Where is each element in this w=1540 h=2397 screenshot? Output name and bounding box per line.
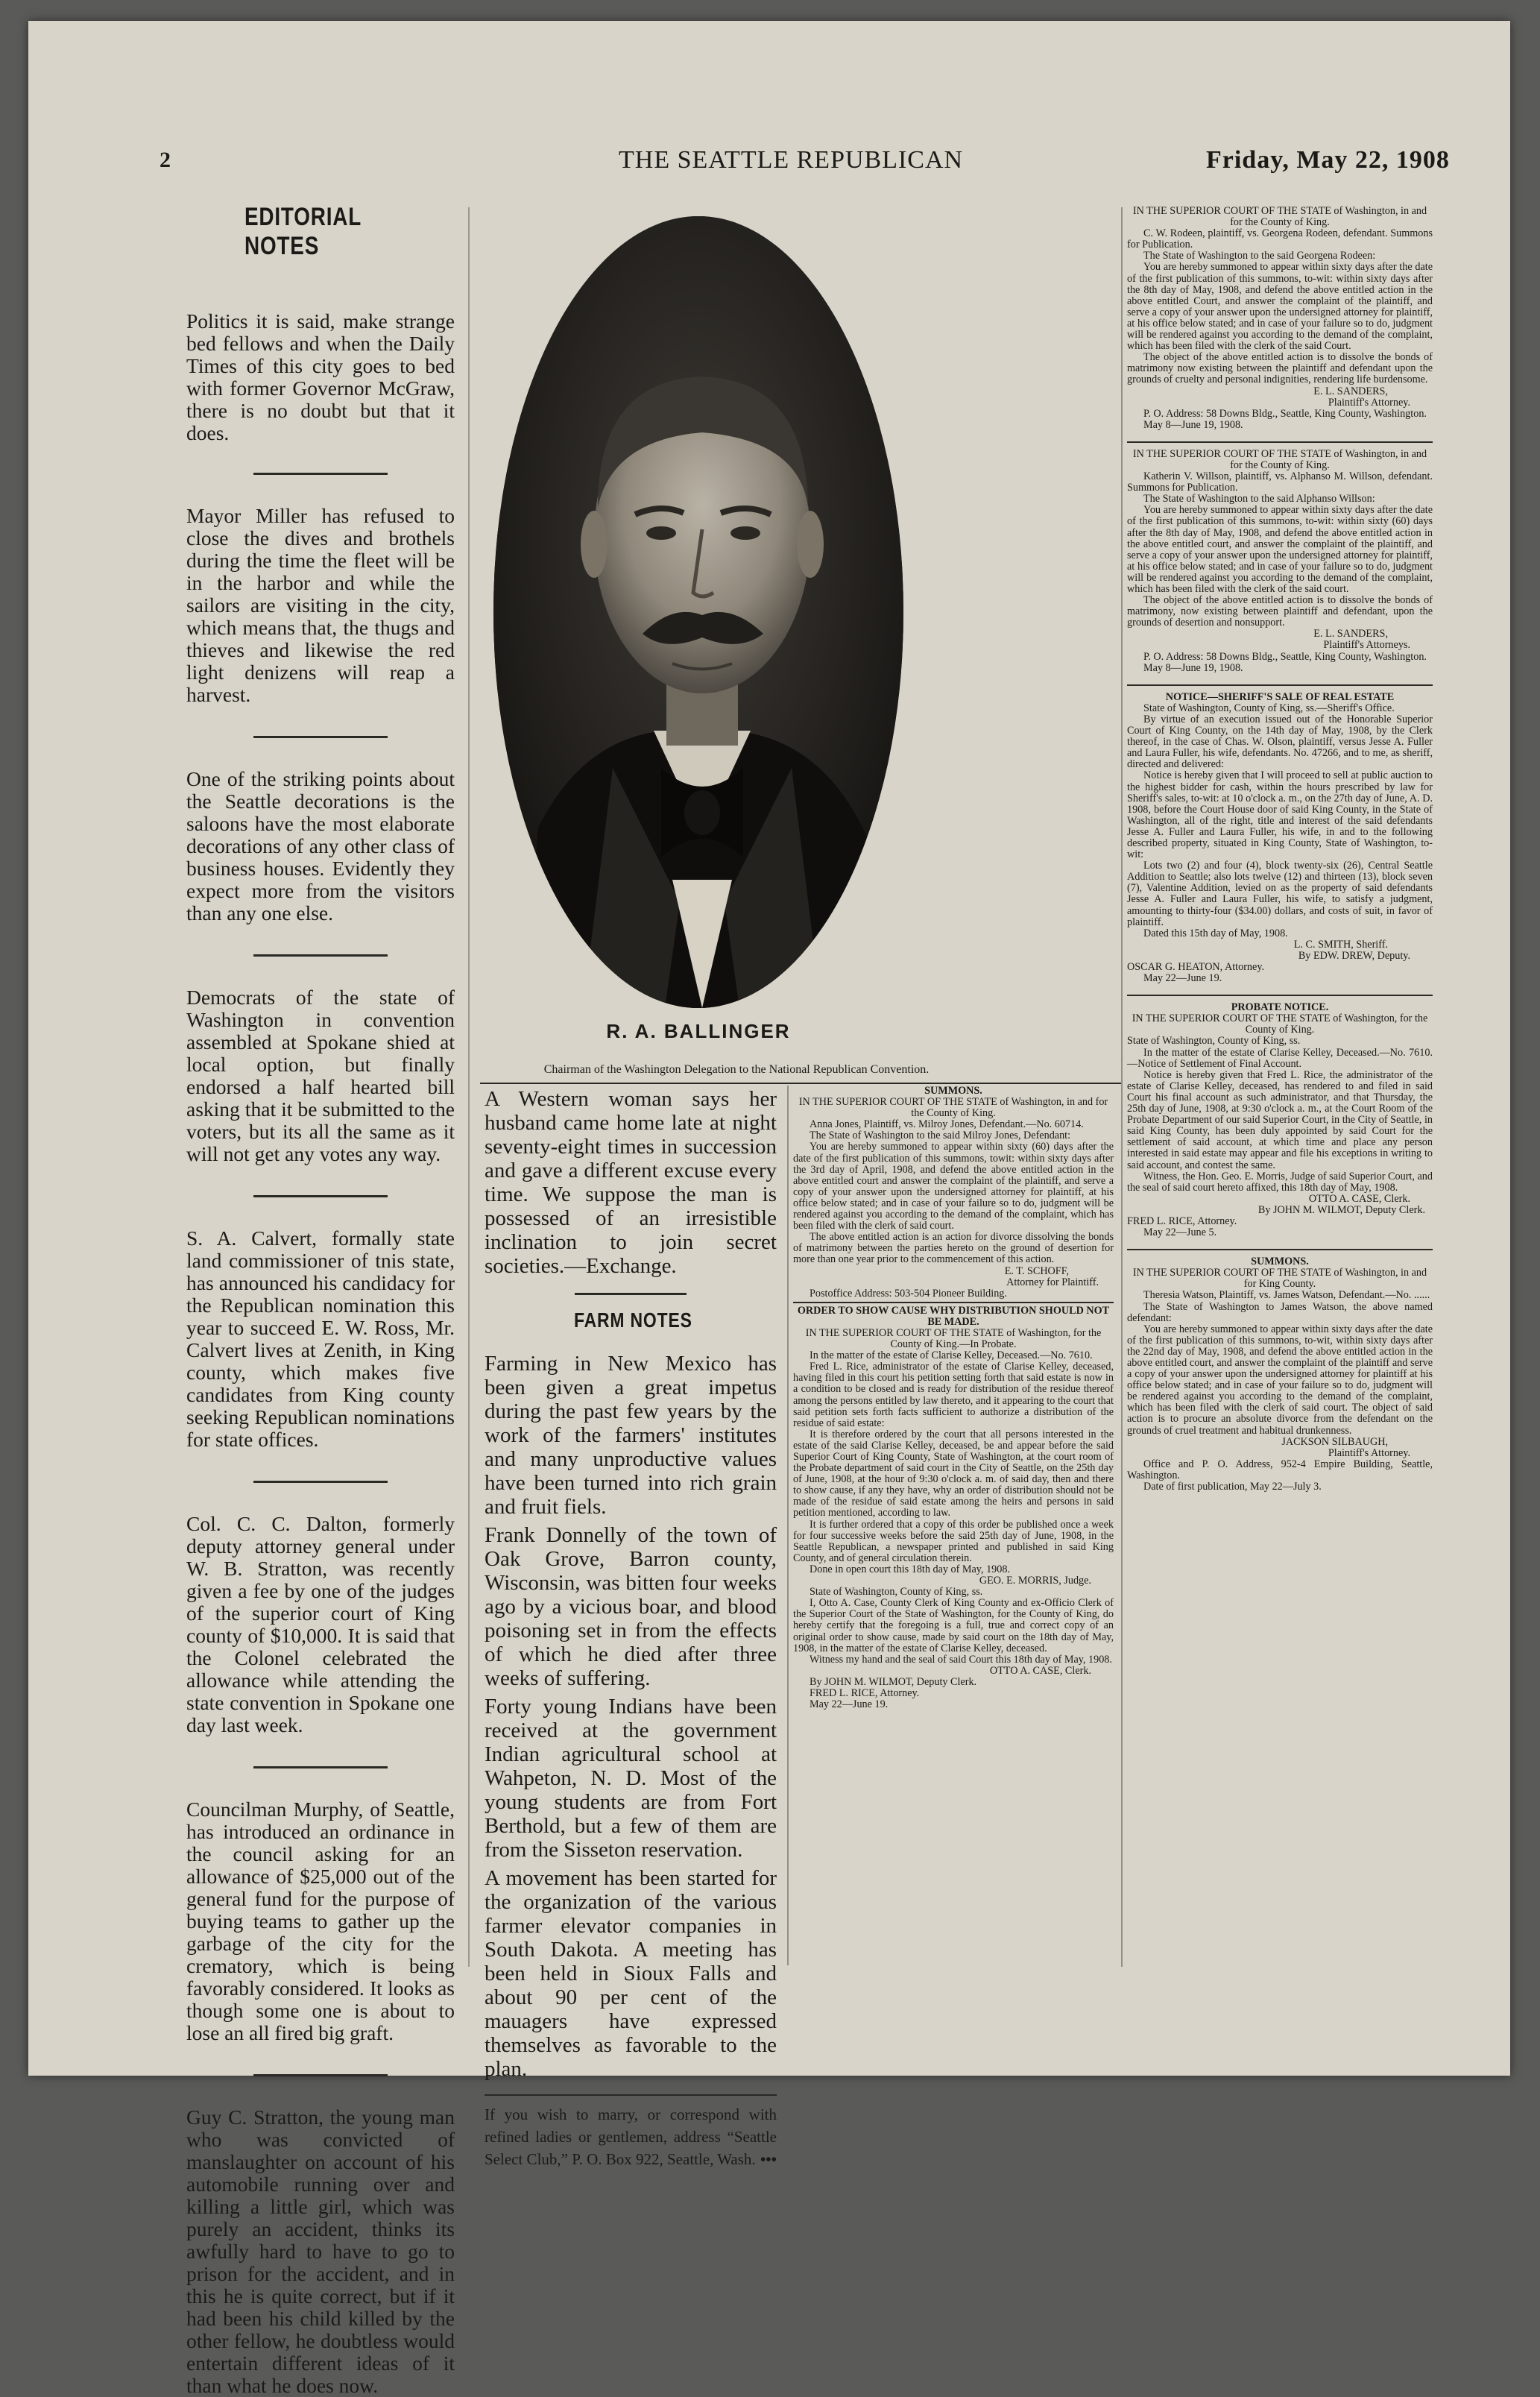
notice-dates: May 8—June 19, 1908.	[1143, 418, 1243, 431]
order-witness: Witness my hand and the seal of said Court this 18th day of May, 1908.	[810, 1653, 1112, 1666]
summons-signature: JACKSON SILBAUGH,	[1281, 1435, 1388, 1448]
notice-signature-role: Plaintiff's Attorney.	[1328, 396, 1410, 409]
portrait-figure	[493, 216, 903, 1008]
probate-matter: In the matter of the estate of Clarise Kelley, Deceased.—No. 7610.—Notice of Settlement of Final Account.	[1127, 1046, 1433, 1070]
editorial-paragraph: Politics it is said, make strange bed fellows and when the Daily Times of this city goes to bed with former Governor McGraw, there is no doubt but that it does.	[186, 309, 455, 444]
summons-body: You are hereby summoned to appear within sixty (60) days after the date of the first publication of this summons, towit: within sixty days after the 3rd day of April, 1908, and defend the above entitled action in the above entitled court and answer the complaint of the plaintiff, and serve a copy of your answer upon the undersigned attorney for plaintiff, at his office below stated; and in case of your failure so to do, judgment will be rendered against you according to the demand of the complaint, which has been filed with the clerk of said court.	[793, 1141, 1114, 1232]
order-done: Done in open court this 18th day of May, 1908.	[810, 1563, 1010, 1575]
separator	[485, 2094, 777, 2096]
portrait-name: R. A. BALLINGER	[606, 1020, 791, 1042]
caption-rule	[480, 1083, 1121, 1084]
probate-attorney: FRED L. RICE, Attorney.	[1127, 1215, 1237, 1227]
order-judge: GEO. E. MORRIS, Judge.	[979, 1575, 1091, 1587]
portrait-photo	[493, 216, 903, 1008]
probate-court: IN THE SUPERIOR COURT OF THE STATE of Washington, for the County of King.	[1132, 1012, 1428, 1036]
separator	[1127, 1249, 1433, 1250]
notice-address: P. O. Address: 58 Downs Bldg., Seattle, King County, Washington.	[1143, 407, 1427, 420]
separator	[253, 473, 388, 475]
separator	[253, 1481, 388, 1483]
notice-body: You are hereby summoned to appear within sixty days after the date of the first publication of this summons, to-wit: within sixty days after the 8th day of May, 1908, and defend the above entitled action in the above entitled Court, and answer the complaint of the plaintiff, and serve a copy of your answer upon the undersigned attorney for plaintiff, at his office below stated; and in case of your failure so to do, judgment will be rendered against you according to the demand of the complaint, which has been filed with the clerk of the said Court.	[1127, 261, 1433, 353]
order-court: IN THE SUPERIOR COURT OF THE STATE of Washington, for the County of King.—In Probate.	[805, 1326, 1102, 1351]
probate-clerk: OTTO A. CASE, Clerk.	[1308, 1192, 1410, 1205]
editorial-column	[186, 203, 455, 2397]
summons-to: The State of Washington to the said Milroy Jones, Defendant:	[810, 1130, 1071, 1142]
editorial-paragraph: Mayor Miller has refused to close the dives and brothels during the time the fleet will be in the harbor and while the sailors are visiting in the city, which means that, the thugs and thieves and likewise the red light denizens will reap a harvest.	[186, 504, 455, 706]
notice-object: The object of the above entitled action is to dissolve the bonds of matrimony, now existing between plaintiff and defendant, upon the grounds of desertion and nonsupport.	[1127, 594, 1433, 629]
separator	[253, 736, 388, 738]
sheriff-body: Notice is hereby given that I will proceed to sell at public auction to the highest bidder for cash, within the hours prescribed by law for Sheriff's sales, to-wit: at 10 o'clock a. m., on the 27th day of June, A. D. 1908, before the Court House door of said King County, in the State of Washington, all of the right, title and interest of the said defendants Jesse A. Fuller and Laura Fuller, his wife, in and to the following described property, situated in King County, State of Washington, to-wit:	[1127, 769, 1433, 861]
notice-parties: C. W. Rodeen, plaintiff, vs. Georgena Rodeen, defendant. Summons for Publication.	[1127, 227, 1433, 251]
western-woman-item: A Western woman says her husband came home late at night seventy-eight times in succession and gave a different excuse every time. We suppose the man is possessed of an irresistible inclination to join secret societies.—Exchange.	[485, 1087, 777, 1278]
farm-notes-heading: FARM NOTES	[574, 1308, 692, 1332]
order-deputy: By JOHN M. WILMOT, Deputy Clerk.	[810, 1675, 977, 1688]
club-ad-mark: •••	[760, 2150, 777, 2168]
editorial-paragraph: One of the striking points about the Seattle decorations is the saloons have the most elaborate decorations of any other class of business houses. Evidently they expect more from the visitors than any one else.	[186, 767, 455, 925]
separator	[253, 2074, 388, 2076]
sheriff-attorney: OSCAR G. HEATON, Attorney.	[1127, 961, 1265, 973]
notice-to: The State of Washington to the said Georgena Rodeen:	[1143, 250, 1376, 262]
farm-paragraph: Forty young Indians have been received at the government Indian agricultural school at Wahpeton, N. D. Most of the young students are from Fort Berthold, but a few of them are from the Sisseton reservation.	[485, 1695, 777, 1862]
editorial-paragraph: Democrats of the state of Washington in convention assembled at Spokane shied at local option, but finally endorsed a half hearted bill asking that it be submitted to the voters, but its all the same as it will not get any votes any way.	[186, 986, 455, 1165]
notice-signature: E. L. SANDERS,	[1313, 628, 1388, 640]
sheriff-dated: Dated this 15th day of May, 1908.	[1143, 927, 1288, 939]
notice-signature-role: Plaintiff's Attorneys.	[1323, 639, 1410, 652]
order-attorney: FRED L. RICE, Attorney.	[810, 1686, 920, 1699]
order-certificate: I, Otto A. Case, County Clerk of King County and ex-Officio Clerk of the Superior Court of the State of Washington, for the County of King, do hereby certify that the foregoing is a full, true and correct copy of an original order to show cause, made by said court on the 18th day of May, 1908, in the matter of the estate of Clarise Kelley, deceased.	[793, 1597, 1114, 1654]
notice-signature: E. L. SANDERS,	[1313, 385, 1388, 397]
issue-date: Friday, May 22, 1908	[1206, 146, 1450, 174]
page-number: 2	[160, 148, 171, 172]
order-matter: In the matter of the estate of Clarise Kelley, Deceased.—No. 7610.	[810, 1349, 1093, 1362]
probate-state: State of Washington, County of King, ss.	[1127, 1035, 1301, 1048]
probate-body: Notice is hereby given that Fred L. Rice, the administrator of the estate of Clarise Kelley, deceased, has rendered to and filed in said Court his final account as such administrator, and that Thursday, the 25th day of June, 1908, at 9:30 o'clock a. m., at the Court Room of the Probate Department of our said Superior Court, in the City of Seattle, in said King County, has been duly appointed by said Court for the settlement of said account, at which time and place any person interested in said estate may appear and file his exceptions in writing to said account, and contest the same.	[1127, 1068, 1433, 1171]
summons-body: You are hereby summoned to appear within sixty days after the date of the first publication of this summons, to-wit, within sixty days after the 22nd day of May, 1908, and defend the above entitled action in the above entitled court, and answer the complaint of the plaintiff and serve a copy of your answer upon the undersigned attorney for plaintiff at his office below stated; and in case of your failure so to do, judgment will be rendered against you according to the demand of the complaint, which has been filed with the clerk of said court. The object of said action is to procure an absolute divorce from the defendant on the grounds of cruel treatment and habitual drunkenness.	[1127, 1323, 1433, 1437]
notice-court: IN THE SUPERIOR COURT OF THE STATE of Washington, in and for the County of King.	[1132, 205, 1427, 229]
paper-title: THE SEATTLE REPUBLICAN	[619, 146, 964, 174]
order-dates: May 22—June 19.	[810, 1698, 889, 1711]
separator	[253, 1195, 388, 1197]
sheriff-body: Lots two (2) and four (4), block twenty-six (26), Central Seattle Addition to Seattle; also lots twelve (12) and thirteen (13), block seven (7), Valentine Addition, levied on as the property of said defendants Jesse A. Fuller and Laura Fuller, his wife, to satisfy a judgment, amounting to thirty-four ($34.00) dollars, and costs of suit, in favor of plaintiff.	[1127, 860, 1433, 928]
editorial-paragraph: S. A. Calvert, formally state land commissioner of tnis state, has announced his candidacy for the Republican nomination this year to succeed E. W. Ross, Mr. Calvert lives at Zenith, in King county, which makes five candidates from King county seeking Republican nominations for state offices.	[186, 1226, 455, 1451]
sheriff-sale-heading: NOTICE—SHERIFF'S SALE OF REAL ESTATE	[1165, 690, 1395, 703]
separator	[1127, 684, 1433, 686]
club-ad	[485, 2103, 777, 2170]
order-body: It is therefore ordered by the court that all persons interested in the estate of the said Clarise Kelley, deceased, be and appear before the said Superior Court of King County, State of Washington, at the court room of the Probate department of said court in the City of Seattle, on the 25th day of June, 1908, at the hour of 9:30 o'clock a. m. of said day, then and there to show cause, if any they have, why an order of distribution should not be made of the residue of said estate among the heirs and persons in said petition mentioned, according to law.	[793, 1428, 1114, 1519]
editorial-paragraph: Councilman Murphy, of Seattle, has introduced an ordinance in the council asking for an allowance of $25,000 out of the general fund for the purpose of buying teams to gather up the garbage of the city for the crematory, which is being favorably considered. It looks as though some one is about to lose an all fired big graft.	[186, 1798, 455, 2044]
separator	[253, 954, 388, 957]
summons-parties: Theresia Watson, Plaintiff, vs. James Watson, Defendant.—No. ......	[1143, 1289, 1430, 1302]
legal-center-column	[793, 1086, 1114, 1710]
notice-court: IN THE SUPERIOR COURT OF THE STATE of Washington, in and for the County of King.	[1132, 447, 1427, 471]
notice-to: The State of Washington to the said Alphanso Willson:	[1143, 493, 1375, 505]
summons-court: IN THE SUPERIOR COURT OF THE STATE of Washington, in and for King County.	[1132, 1267, 1427, 1291]
summons-signature: E. T. SCHOFF,	[1004, 1264, 1069, 1277]
order-body: It is further ordered that a copy of this order be published once a week for four successive weeks before the said 25th day of June, 1908, in the Seattle Republican, a newspaper printed and published in said King County, and of general circulation therein.	[793, 1518, 1114, 1564]
summons-heading: SUMMONS.	[924, 1085, 982, 1097]
summons-court: IN THE SUPERIOR COURT OF THE STATE of Washington, in and for the County of King.	[798, 1096, 1108, 1120]
column-rule	[468, 207, 470, 1967]
sheriff-deputy: By EDW. DREW, Deputy.	[1298, 949, 1410, 962]
probate-dates: May 22—June 5.	[1143, 1226, 1217, 1239]
editorial-heading: EDITORIAL NOTES	[244, 203, 362, 260]
order-heading: ORDER TO SHOW CAUSE WHY DISTRIBUTION SHOULD NOT BE MADE.	[797, 1304, 1110, 1328]
sheriff-body: By virtue of an execution issued out of the Honorable Superior Court of King County, on the 14th day of May, 1908, by the Clerk thereof, in the case of Chas. W. Olson, plaintiff, versus Jesse A. Fuller and Laura Fuller, his wife, defendants. No. 47266, and to me, as sheriff, directed and delivered:	[1127, 713, 1433, 771]
notice-body: You are hereby summoned to appear within sixty days after the date of the first publication of this summons, to-wit: within sixty (60) days after the 8th day of May, 1908, and defend the above entitled action in the above entitled court, and answer the complaint of the plaintiff, and serve a copy of your answer upon the undersigned attorney for plaintiff, at his office below stated; and in case of your failure so to do, judgment will be rendered against you according to the demand of the complaint, which has been filed with the clerk of the said court.	[1127, 504, 1433, 595]
separator	[793, 1302, 1114, 1303]
sheriff-dates: May 22—June 19.	[1143, 972, 1222, 985]
notice-address: P. O. Address: 58 Downs Bldg., Seattle, King County, Washington.	[1143, 650, 1427, 663]
summons-address: Office and P. O. Address, 952-4 Empire Building, Seattle, Washington.	[1127, 1458, 1433, 1481]
summons-object: The above entitled action is an action for divorce dissolving the bonds of matrimony between the parties hereto on the ground of desertion for more than one year prior to the commencement of this action.	[793, 1231, 1114, 1266]
summons-signature-role: Plaintiff's Attorney.	[1328, 1446, 1410, 1459]
editorial-paragraph: Col. C. C. Dalton, formerly deputy attorney general under W. B. Stratton, was recently given a fee by one of the judges of the superior court of King county of $10,000. It is said that the Colonel celebrated the allowance while attending the state convention in Spokane one day last week.	[186, 1512, 455, 1736]
summons-dates: Date of first publication, May 22—July 3.	[1143, 1481, 1322, 1493]
farm-paragraph: A movement has been started for the organization of the various farmer elevator companies in South Dakota. A meeting has been held in Sioux Falls and about 90 per cent of the mauagers have expressed themselves as favorable to the plan.	[485, 1866, 777, 2081]
probate-heading: PROBATE NOTICE.	[1231, 1001, 1329, 1014]
club-ad-text: If you wish to marry, or correspond with refined ladies or gentlemen, address “Seattle Select Club,” P. O. Box 922, Seattle, Wash.	[485, 2105, 777, 2168]
separator	[1127, 995, 1433, 996]
farm-paragraph: Farming in New Mexico has been given a great impetus during the past few years by the work of the farmers' institutes and many unproductive values have been turned into rich grain and fruit fiels.	[485, 1352, 777, 1519]
column-rule	[787, 1086, 789, 1965]
separator	[575, 1293, 687, 1295]
editorial-paragraph: Guy C. Stratton, the young man who was convicted of manslaughter on account of his automobile running over and killing a little girl, which was purely an accident, thinks its awfully hard to have to go to prison for the accident, and in this he is quite correct, but if it had been his child killed by the other fellow, he doubtless would entertain different ideas of it than what he does now.	[186, 2105, 455, 2397]
newspaper-page	[28, 21, 1510, 2397]
column-rule	[1121, 207, 1123, 1967]
sheriff-name: L. C. SMITH, Sheriff.	[1293, 938, 1388, 951]
summons-parties: Anna Jones, Plaintiff, vs. Milroy Jones, Defendant.—No. 60714.	[810, 1118, 1084, 1131]
separator	[1127, 441, 1433, 443]
notice-dates: May 8—June 19, 1908.	[1143, 661, 1243, 674]
summons-signature-role: Attorney for Plaintiff.	[1006, 1276, 1099, 1288]
notice-parties: Katherin V. Willson, plaintiff, vs. Alphanso M. Willson, defendant. Summons for Publication.	[1127, 470, 1433, 494]
notice-object: The object of the above entitled action is to dissolve the bonds of matrimony now existing between the plaintiff and defendant upon the grounds of cruelty and personal indignities, rendering life burdensome.	[1127, 351, 1433, 386]
summons-to: The State of Washington to James Watson, the above named defendant:	[1127, 1300, 1433, 1324]
separator	[253, 1766, 388, 1768]
middle-column	[485, 1087, 777, 2170]
legal-right-column	[1127, 206, 1433, 1493]
order-body: Fred L. Rice, administrator of the estate of Clarise Kelley, deceased, having filed in this court his petition setting forth that said estate is now in a condition to be closed and is ready for distribution of the residue thereof among the persons entitled by law thereto, and it appearing to the court that said petition sets forth facts sufficient to authorize a distribution of the residue of said estate:	[793, 1361, 1114, 1429]
sheriff-state: State of Washington, County of King, ss.—Sheriff's Office.	[1143, 702, 1395, 714]
farm-paragraph: Frank Donnelly of the town of Oak Grove, Barron county, Wisconsin, was bitten four weeks ago by a vicious boar, and blood poisoning set in from the effects of which he died after three weeks of suffering.	[485, 1523, 777, 1690]
summons-heading: SUMMONS.	[1251, 1256, 1309, 1268]
probate-witness: Witness, the Hon. Geo. E. Morris, Judge of said Superior Court, and the seal of said court hereto affixed, this 18th day of May, 1908.	[1127, 1170, 1433, 1194]
probate-deputy: By JOHN M. WILMOT, Deputy Clerk.	[1257, 1203, 1425, 1216]
order-clerk: OTTO A. CASE, Clerk.	[989, 1664, 1091, 1677]
summons-address: Postoffice Address: 503-504 Pioneer Building.	[810, 1287, 1007, 1300]
portrait-caption: Chairman of the Washington Delegation to the National Republican Convention.	[543, 1063, 930, 1076]
order-state: State of Washington, County of King, ss.	[810, 1586, 983, 1598]
